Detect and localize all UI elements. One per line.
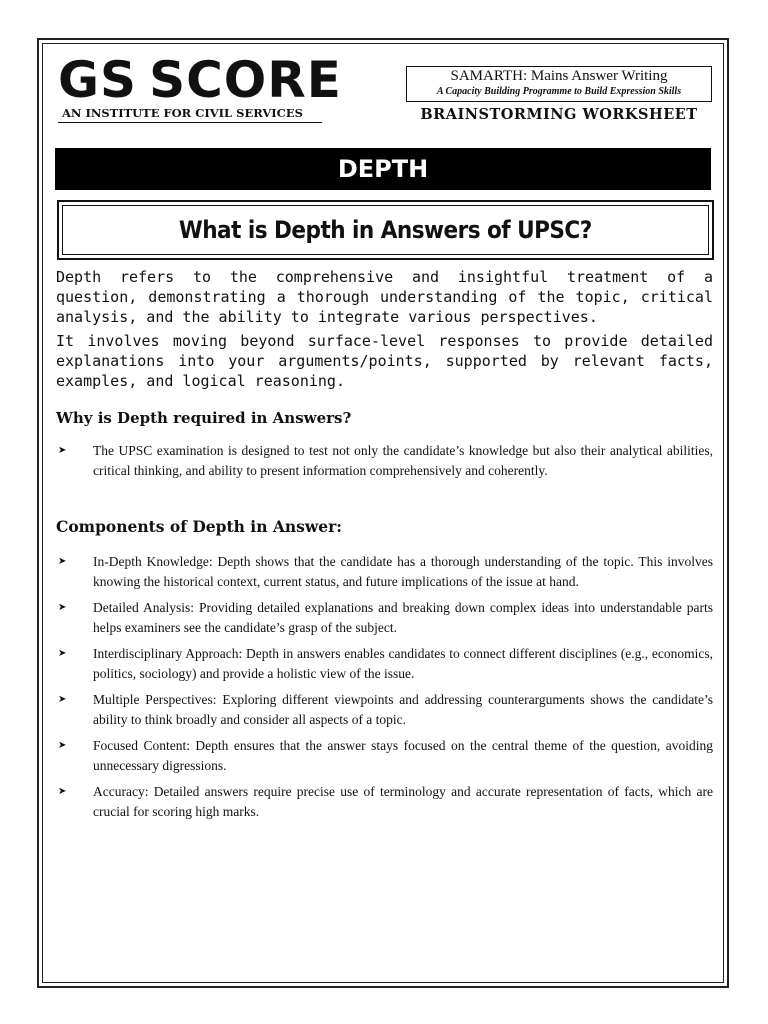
bullet-text: Multiple Perspectives: Exploring different viewpoints and addressing counterarguments shows the candidate’s ability to think broadly and consider all aspects of a topic. — [93, 692, 713, 727]
bullet-text: Focused Content: Depth ensures that the answer stays focused on the central theme of the question, avoiding unnecessary digressions. — [93, 738, 713, 773]
gs-score-logo — [58, 51, 342, 123]
bullet-item — [56, 782, 713, 821]
question-title: What is Depth in Answers of UPSC? — [179, 216, 592, 244]
intro-paragraph: Depth refers to the comprehensive and insightful treatment of a question, demonstrating a thorough understanding of the topic, critical analysis, and the ability to integrate various perspectives. — [56, 268, 713, 326]
bullet-text: Accuracy: Detailed answers require precise use of terminology and accurate representation of facts, which are crucial for scoring high marks. — [93, 784, 713, 819]
arrow-bullet-icon: ➤ — [58, 740, 67, 751]
arrow-bullet-icon: ➤ — [58, 786, 67, 797]
arrow-bullet-icon: ➤ — [58, 648, 67, 659]
intro-paragraph: It involves moving beyond surface-level responses to provide detailed explanations into your arguments/points, supported by relevant facts, examples, and logical reasoning. — [56, 332, 713, 390]
arrow-bullet-icon: ➤ — [58, 556, 67, 567]
bullet-item — [56, 598, 713, 637]
bullet-text: The UPSC examination is designed to test not only the candidate’s knowledge but also their analytical abilities, critical thinking, and ability to present information comprehensively and coherently. — [93, 443, 713, 478]
arrow-bullet-icon: ➤ — [58, 694, 67, 705]
bullet-text: In-Depth Knowledge: Depth shows that the candidate has a thorough understanding of the topic. This involves knowing the historical context, current status, and future implications of the issue at hand. — [93, 554, 713, 589]
arrow-bullet-icon: ➤ — [58, 445, 67, 456]
program-subtitle: A Capacity Building Programme to Build Expression Skills — [436, 86, 682, 97]
logo-right-text: SCORE — [149, 51, 342, 109]
topic-banner: DEPTH — [55, 148, 711, 190]
bullet-item — [56, 644, 713, 683]
program-title-box — [406, 66, 712, 102]
bullet-item — [56, 552, 713, 591]
bullet-text: Detailed Analysis: Providing detailed explanations and breaking down complex ideas into understandable parts helps examiners see the candidate’s grasp of the subject. — [93, 600, 713, 635]
arrow-bullet-icon: ➤ — [58, 602, 67, 613]
logo-tagline: AN INSTITUTE FOR CIVIL SERVICES — [58, 106, 322, 123]
bullet-item — [56, 441, 713, 480]
question-box-inner — [62, 205, 709, 255]
question-box — [57, 200, 714, 260]
bullet-text: Interdisciplinary Approach: Depth in answers enables candidates to connect different disciplines (e.g., economics, politics, sociology) and provide a holistic view of the issue. — [93, 646, 713, 681]
why-heading: Why is Depth required in Answers? — [56, 409, 352, 427]
bullet-item — [56, 736, 713, 775]
components-heading: Components of Depth in Answer: — [56, 517, 342, 536]
logo-left-text: GS — [58, 51, 138, 109]
bullet-item — [56, 690, 713, 729]
logo-wordmark — [58, 51, 342, 109]
why-bullet-list — [56, 441, 713, 480]
components-bullet-list — [56, 552, 713, 828]
program-title: SAMARTH: Mains Answer Writing — [450, 68, 668, 84]
worksheet-label: BRAINSTORMING WORKSHEET — [420, 106, 698, 123]
